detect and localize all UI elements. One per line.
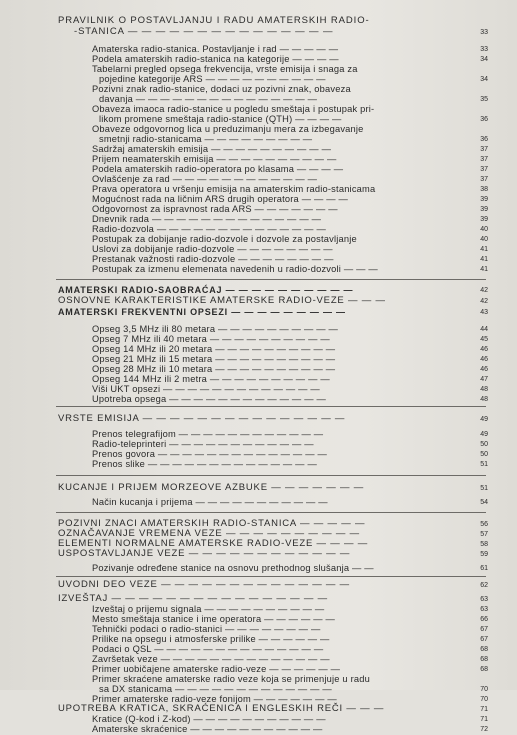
entry-title: Prijem neamaterskih emisija — — — — — — — — — — bbox=[92, 154, 337, 164]
page-number: 63 bbox=[480, 606, 488, 613]
entry-title: -STANICA — — — — — — — — — — — — — — — bbox=[74, 26, 334, 37]
toc-entry bbox=[0, 194, 517, 204]
page-number: 42 bbox=[480, 287, 488, 294]
toc-entry bbox=[0, 429, 517, 439]
page-number: 49 bbox=[480, 431, 488, 438]
entry-title: POZIVNI ZNACI AMATERSKIH RADIO-STANICA — — — — — bbox=[58, 518, 366, 529]
page-number: 40 bbox=[480, 236, 488, 243]
entry-title: Tabelarni pregled opsega frekvencija, vrste emisija i snaga za bbox=[92, 64, 358, 74]
entry-title: Prilike na opsegu i atmosferske prilike — — — — — — bbox=[92, 634, 330, 644]
entry-title: USPOSTAVLJANJE VEZE — — — — — — — — — — — — bbox=[58, 548, 351, 559]
page-number: 37 bbox=[480, 176, 488, 183]
toc-entry bbox=[0, 364, 517, 374]
entry-title: Tehnički podaci o radio-stanici — — — — — — — — bbox=[92, 624, 321, 634]
entry-title: Opseg 144 MHz ili 2 metra — — — — — — — — — — bbox=[92, 374, 330, 384]
section-divider bbox=[56, 512, 486, 513]
toc-entry bbox=[0, 724, 517, 734]
toc-entry bbox=[0, 94, 517, 104]
page-number: 46 bbox=[480, 346, 488, 353]
toc-entry bbox=[0, 449, 517, 459]
page-number: 46 bbox=[480, 356, 488, 363]
entry-title: Prenos slike — — — — — — — — — — — — — — bbox=[92, 459, 317, 469]
toc-entry bbox=[0, 664, 517, 674]
page-number: 63 bbox=[480, 596, 488, 603]
toc-entry bbox=[0, 124, 517, 134]
entry-title: Obaveze odgovornog lica u preduzimanju mera za izbegavanje bbox=[92, 124, 364, 134]
page-number: 33 bbox=[480, 29, 488, 36]
toc-entry bbox=[0, 714, 517, 724]
page-number: 40 bbox=[480, 226, 488, 233]
entry-title: Viši UKT opsezi — — — — — — — — — — — — — bbox=[92, 384, 320, 394]
entry-title: Upotreba opsega — — — — — — — — — — — — — bbox=[92, 394, 326, 404]
entry-title: Opseg 21 MHz ili 15 metara — — — — — — — — — — bbox=[92, 354, 336, 364]
toc-entry bbox=[0, 483, 517, 493]
toc-entry bbox=[0, 244, 517, 254]
entry-title: OZNAČAVANJE VREMENA VEZE — — — — — — — — — — bbox=[58, 528, 360, 539]
page-number: 37 bbox=[480, 146, 488, 153]
entry-title: Prenos govora — — — — — — — — — — — — — — bbox=[92, 449, 327, 459]
entry-title: AMATERSKI FREKVENTNI OPSEZI — — — — — — — — — bbox=[58, 307, 346, 317]
entry-title: Primer amaterske radio-veze fonijom — — — — — — — bbox=[92, 694, 337, 704]
page-number: 35 bbox=[480, 96, 488, 103]
page-number: 66 bbox=[480, 616, 488, 623]
entry-title: Podela amaterskih radio-stanica na kategorije — — — — bbox=[92, 54, 339, 64]
page-number: 50 bbox=[480, 451, 488, 458]
toc-entry bbox=[0, 84, 517, 94]
entry-title: davanja — — — — — — — — — — — — — — — bbox=[99, 94, 318, 104]
entry-title: PRAVILNIK O POSTAVLJANJU I RADU AMATERSKIH RADIO- bbox=[58, 15, 370, 26]
entry-title: pojedine kategorije ARS — — — — — — — — — — bbox=[99, 74, 326, 84]
toc-entry bbox=[0, 164, 517, 174]
entry-title: Odgovornost za ispravnost rada ARS — — — — — — — bbox=[92, 204, 338, 214]
entry-title: Amaterska radio-stanica. Postavljanje i rad — — — — — bbox=[92, 44, 339, 54]
entry-title: Podaci o QSL — — — — — — — — — — — — — — bbox=[92, 644, 324, 654]
entry-title: Završetak veze — — — — — — — — — — — — — — bbox=[92, 654, 330, 664]
page-number: 70 bbox=[480, 686, 488, 693]
toc-entry bbox=[0, 214, 517, 224]
page-number: 59 bbox=[480, 551, 488, 558]
entry-title: VRSTE EMISIJA — — — — — — — — — — — — — — — bbox=[58, 413, 346, 424]
entry-title: Prenos telegrafijom — — — — — — — — — — — — bbox=[92, 429, 324, 439]
toc-entry bbox=[0, 614, 517, 624]
toc-entry bbox=[0, 644, 517, 654]
entry-title: UPOTREBA KRATICA, SKRAĆENICA I ENGLESKIH REČI — — — bbox=[58, 703, 385, 714]
entry-title: Mesto smeštaja stanice i ime operatora — — — — — — bbox=[92, 614, 336, 624]
section-divider bbox=[56, 576, 486, 577]
entry-title: IZVEŠTAJ — — — — — — — — — — — — — — — — bbox=[58, 593, 328, 604]
entry-title: Opseg 28 MHz ili 10 metara — — — — — — — — — — bbox=[92, 364, 336, 374]
page-number: 56 bbox=[480, 521, 488, 528]
page-number: 46 bbox=[480, 366, 488, 373]
page-number: 43 bbox=[480, 309, 488, 316]
entry-title: smetnji radio-stanicama — — — — — — — — — bbox=[99, 134, 313, 144]
page-number: 49 bbox=[480, 416, 488, 423]
page-number: 42 bbox=[480, 298, 488, 305]
entry-title: Primer uobičajene amaterske radio-veze — — — — — — bbox=[92, 664, 341, 674]
toc-entry bbox=[0, 204, 517, 214]
page-number: 68 bbox=[480, 646, 488, 653]
entry-title: OSNOVNE KARAKTERISTIKE AMATERSKE RADIO-VEZE — — — bbox=[58, 295, 386, 306]
toc-entry bbox=[0, 264, 517, 274]
toc-entry bbox=[0, 704, 517, 714]
page-number: 70 bbox=[480, 696, 488, 703]
entry-title: Sadržaj amaterskih emisija — — — — — — — — — — bbox=[92, 144, 332, 154]
page-number: 71 bbox=[480, 706, 488, 713]
toc-entry bbox=[0, 563, 517, 573]
section-divider bbox=[56, 475, 486, 476]
page-number: 44 bbox=[480, 326, 488, 333]
entry-title: Mogućnost rada na ličnim ARS drugih operatora — — — — bbox=[92, 194, 349, 204]
toc-entry bbox=[0, 684, 517, 694]
page-number: 33 bbox=[480, 46, 488, 53]
entry-title: likom promene smeštaja radio-stanice (QTH) — — — — bbox=[99, 114, 342, 124]
page-number: 47 bbox=[480, 376, 488, 383]
page-number: 48 bbox=[480, 396, 488, 403]
toc-entry bbox=[0, 64, 517, 74]
toc-entry bbox=[0, 74, 517, 84]
entry-title: Pozivanje određene stanice na osnovu prethodnog slušanja — — bbox=[92, 563, 374, 573]
page-number: 41 bbox=[480, 246, 488, 253]
page-number: 36 bbox=[480, 116, 488, 123]
entry-title: Opseg 3,5 MHz ili 80 metara — — — — — — — — — — bbox=[92, 324, 339, 334]
toc-entry bbox=[0, 54, 517, 64]
toc-entry bbox=[0, 624, 517, 634]
entry-title: Opseg 7 MHz ili 40 metara — — — — — — — — — — bbox=[92, 334, 330, 344]
page-number: 68 bbox=[480, 666, 488, 673]
page-number: 50 bbox=[480, 441, 488, 448]
entry-title: Opseg 14 MHz ili 20 metara — — — — — — — — — — bbox=[92, 344, 336, 354]
entry-title: ELEMENTI NORMALNE AMATERSKE RADIO-VEZE — — — — bbox=[58, 538, 369, 549]
page-number: 38 bbox=[480, 186, 488, 193]
toc-entry bbox=[0, 174, 517, 184]
toc-entry bbox=[0, 459, 517, 469]
page-number: 71 bbox=[480, 716, 488, 723]
page-number: 51 bbox=[480, 485, 488, 492]
toc-entry bbox=[0, 374, 517, 384]
entry-title: Podela amaterskih radio-operatora po klasama — — — — bbox=[92, 164, 344, 174]
toc-entry bbox=[0, 144, 517, 154]
toc-entry bbox=[0, 549, 517, 559]
toc-entry bbox=[0, 27, 517, 37]
page-number: 37 bbox=[480, 156, 488, 163]
page-number: 58 bbox=[480, 541, 488, 548]
page-number: 41 bbox=[480, 256, 488, 263]
entry-title: Prava operatora u vršenju emisija na amaterskim radio-stanicama bbox=[92, 184, 376, 194]
page-number: 67 bbox=[480, 636, 488, 643]
toc-entry bbox=[0, 234, 517, 244]
toc-entry bbox=[0, 114, 517, 124]
toc-entry bbox=[0, 354, 517, 364]
entry-title: Način kucanja i prijema — — — — — — — — — — — bbox=[92, 497, 328, 507]
page-number: 54 bbox=[480, 499, 488, 506]
page-number: 45 bbox=[480, 336, 488, 343]
page-number: 36 bbox=[480, 136, 488, 143]
page-number: 39 bbox=[480, 196, 488, 203]
toc-entry bbox=[0, 307, 517, 317]
entry-title: Radio-dozvola — — — — — — — — — — — — — — bbox=[92, 224, 326, 234]
toc-entry bbox=[0, 439, 517, 449]
page-number: 34 bbox=[480, 56, 488, 63]
toc-entry bbox=[0, 634, 517, 644]
entry-title: Radio-teleprinteri — — — — — — — — — — — — bbox=[92, 439, 314, 449]
toc-entry bbox=[0, 16, 517, 26]
entry-title: AMATERSKI RADIO-SAOBRAĆAJ — — — — — — — — — — bbox=[58, 285, 354, 295]
toc-entry bbox=[0, 604, 517, 614]
toc-entry bbox=[0, 254, 517, 264]
page-number: 68 bbox=[480, 656, 488, 663]
entry-title: Prestanak važnosti radio-dozvole — — — — — — — — bbox=[92, 254, 334, 264]
entry-title: Primer skraćene amaterske radio veze koja se primenjuje u radu bbox=[92, 674, 370, 684]
entry-title: UVODNI DEO VEZE — — — — — — — — — — — — — — bbox=[58, 579, 350, 590]
toc-entry bbox=[0, 285, 517, 295]
entry-title: Dnevnik rada — — — — — — — — — — — — — — bbox=[92, 214, 322, 224]
page-number: 39 bbox=[480, 206, 488, 213]
page-number: 48 bbox=[480, 386, 488, 393]
page-number: 62 bbox=[480, 582, 488, 589]
entry-title: Postupak za dobijanje radio-dozvole i dozvole za postavljanje bbox=[92, 234, 357, 244]
entry-title: Pozivni znak radio-stanice, dodaci uz pozivni znak, obaveza bbox=[92, 84, 351, 94]
section-divider bbox=[56, 279, 486, 280]
page-number: 67 bbox=[480, 626, 488, 633]
toc-entry bbox=[0, 414, 517, 424]
section-divider bbox=[56, 406, 486, 407]
entry-title: KUCANJE I PRIJEM MORZEOVE AZBUKE — — — — — — — bbox=[58, 482, 365, 493]
toc-entry bbox=[0, 154, 517, 164]
toc-entry bbox=[0, 694, 517, 704]
page-number: 41 bbox=[480, 266, 488, 273]
entry-title: Ovlašćenje za rad — — — — — — — — — — — — bbox=[92, 174, 318, 184]
toc-entry bbox=[0, 134, 517, 144]
page-number: 39 bbox=[480, 216, 488, 223]
toc-entry bbox=[0, 344, 517, 354]
toc-entry bbox=[0, 224, 517, 234]
page-number: 34 bbox=[480, 76, 488, 83]
toc-entry bbox=[0, 394, 517, 404]
entry-title: Izveštaj o prijemu signala — — — — — — — — — — bbox=[92, 604, 325, 614]
toc-entry bbox=[0, 497, 517, 507]
page-number: 37 bbox=[480, 166, 488, 173]
toc-entry bbox=[0, 44, 517, 54]
entry-title: Kratice (Q-kod i Z-kod) — — — — — — — — — — — bbox=[92, 714, 326, 724]
toc-entry bbox=[0, 654, 517, 664]
toc-entry bbox=[0, 324, 517, 334]
page-number: 61 bbox=[480, 565, 488, 572]
entry-title: Postupak za izmenu elemenata navedenih u radio-dozvoli — — — bbox=[92, 264, 378, 274]
toc-entry bbox=[0, 334, 517, 344]
entry-title: sa DX stanicama — — — — — — — — — — — — — bbox=[99, 684, 332, 694]
entry-title: Obaveza imaoca radio-stanice u pogledu smeštaja i postupak pri- bbox=[92, 104, 375, 114]
toc-entry bbox=[0, 184, 517, 194]
page-number: 57 bbox=[480, 531, 488, 538]
toc-entry bbox=[0, 580, 517, 590]
toc-entry bbox=[0, 384, 517, 394]
toc-entry bbox=[0, 296, 517, 306]
toc-entry bbox=[0, 104, 517, 114]
page-number: 51 bbox=[480, 461, 488, 468]
entry-title: Amaterske skraćenice — — — — — — — — — — — bbox=[92, 724, 323, 734]
toc-entry bbox=[0, 674, 517, 684]
toc-entry bbox=[0, 594, 517, 604]
entry-title: Uslovi za dobijanje radio-dozvole — — — — — — — — bbox=[92, 244, 333, 254]
page-number: 72 bbox=[480, 726, 488, 733]
